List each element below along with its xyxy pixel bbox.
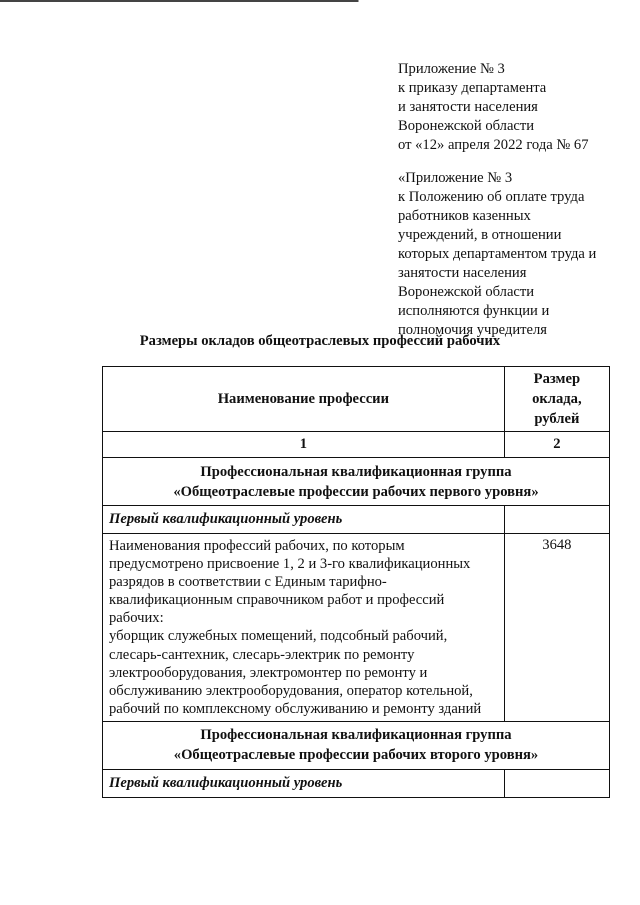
profession-description: Наименования профессий рабочих, по которым предусмотрено присвоение 1, 2 и 3-го квалификационных разрядов в соответствии с Единым тарифно- квалификационным справочником работ и профессий рабочих: уборщик служебных помещений, подсобный рабочий, слесарь-сантехник, слесарь-электрик по ремонту электрооборудования, электромонтер по ремонту и обслуживанию электрооборудования, оператор котельной, рабочий по комплексному обслуживанию и ремонту зданий xyxy=(103,534,505,722)
appendix-regulation-line: занятости населения xyxy=(398,265,527,281)
column-number: 2 xyxy=(504,432,609,458)
appendix-regulation-line: учреждений, в отношении xyxy=(398,227,562,243)
appendix-regulation-line: «Приложение № 3 xyxy=(398,170,513,186)
scan-edge-line xyxy=(0,0,640,2)
appendix-regulation-line: исполняются функции и xyxy=(398,303,550,319)
level-row xyxy=(103,506,610,534)
appendix-regulation-line: полномочия учредителя xyxy=(398,322,547,338)
header-salary: Размер оклада, рублей xyxy=(504,367,609,432)
appendix-regulation-line: к Положению об оплате труда xyxy=(398,189,585,205)
group-header-row xyxy=(103,721,610,769)
document-title: Размеры окладов общеотраслевых профессий рабочих xyxy=(139,333,501,349)
appendix-order-line: Приложение № 3 xyxy=(398,61,505,77)
qualification-level: Первый квалификационный уровень xyxy=(103,769,505,797)
appendix-order-line: Воронежской области xyxy=(398,118,535,134)
column-number: 1 xyxy=(103,432,505,458)
empty-cell xyxy=(504,506,609,534)
group-header-row xyxy=(103,458,610,506)
salary-value: 3648 xyxy=(504,534,609,722)
appendix-order-line: к приказу департамента xyxy=(398,80,547,96)
header-profession: Наименование профессии xyxy=(103,367,505,432)
appendix-regulation-line: которых департаментом труда и xyxy=(398,246,597,262)
qualification-level: Первый квалификационный уровень xyxy=(103,506,505,534)
appendix-order-line: и занятости населения xyxy=(398,99,538,115)
appendix-regulation-line: Воронежской области xyxy=(398,284,535,300)
table-row xyxy=(103,534,610,722)
appendix-regulation-line: работников казенных xyxy=(398,208,531,224)
salary-table xyxy=(102,366,610,798)
appendix-block xyxy=(398,60,630,340)
table-header-row xyxy=(103,367,610,432)
appendix-order-line: от «12» апреля 2022 года № 67 xyxy=(398,137,589,153)
empty-cell xyxy=(504,769,609,797)
group1-title: Профессиональная квалификационная группа «Общеотраслевые профессии рабочих первого уровня» xyxy=(103,458,610,506)
group2-title: Профессиональная квалификационная группа «Общеотраслевые профессии рабочих второго уровня» xyxy=(103,721,610,769)
level-row xyxy=(103,769,610,797)
table-numbering-row xyxy=(103,432,610,458)
